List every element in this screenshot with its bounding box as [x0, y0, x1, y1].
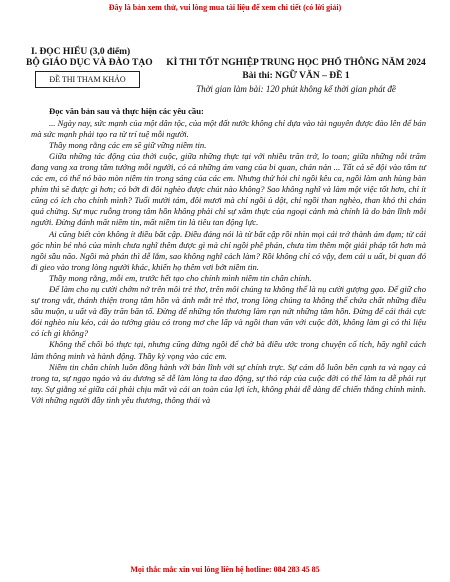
exam-subject: Bài thi: NGỮ VĂN – ĐỀ 1 — [242, 71, 350, 81]
reading-passage — [31, 106, 426, 406]
exam-title: KÌ THI TỐT NGHIỆP TRUNG HỌC PHỔ THÔNG NĂM 2024 — [166, 58, 426, 68]
passage-paragraph: Thầy mong rằng, mỗi em, trước hết tạo cho chính mình niềm tin chân chính. — [49, 272, 312, 283]
section-heading: I. ĐỌC HIỂU (3,0 điểm) — [31, 47, 131, 57]
passage-paragraph: Không thể chối bỏ thực tại, nhưng cũng đừng ngồi để chờ bà điều ước trong chuyện cổ tích, hãy nghĩ cách làm thông minh và hành động. Thầy kỳ vọng vào các em. — [31, 339, 426, 361]
passage-paragraph: Niềm tin chân chính luôn đồng hành với bản lĩnh với sự chính trực. Sự cám dỗ luôn bên cạnh ta và ngay cả trong ta, sự ngạo ngáo và áu dương sẽ dễ làm lòng ta dao động, sự thỏ ráp của cuộc đời có thể làm ta dễ phải rụt tay. Sự giằng xé giữa cái phải chịu mất và cái an toàn của lợi ích, không phải dễ dàng để chiến thắng chính mình. Với những người đầy tình yêu thương, thông thái và — [31, 361, 426, 405]
passage-paragraph: Giữa những tác động của thời cuộc, giữa những thực tại với nhiều trăn trở, lo toan; giữa những nỗi trăm đang vang xa trong tâm tưởng mỗi người, có cả những ám vang của bi quan, chán nản ... Tất cả sẽ đội vào tâm tư các em, có thể nó bào mòn niềm tin trong sáng của các em. Nhưng thử hỏi chỉ ngồi kêu ca, ngồi làm anh hùng bàn phím thì sẽ được gì hơn; có bớt đi đôi nghèo được chút nào không? Sao không nghĩ và làm một việc tốt hơn, chỉ ít cũng có ích cho chính mình? Tuổi mười tám, đôi mươi mà chỉ ngồi ủ dột, chỉ ngồi than nghèo, than khó thì chán quá chừng. Sự mục ruỗng trong tâm hồn không phải chỉ sự xâm thực của ngoại cảnh mà chính là do bản lĩnh mỗi người. Đừng đánh mất niềm tin, mất niềm tin là tiêu tan động lực. — [31, 150, 426, 228]
passage-paragraph: Ai cũng biết còn không ít điều bất cập. Điều đáng nói là từ bất cập rồi nhìn mọi cái trở thành ám đạm; từ cái góc nhìn bé nhỏ của mình chưa nghĩ thêm được gì mà chỉ ngồi phê phán, chưa tìm thêm một giải pháp tốt hơn mà ngồi sầu não. Ngồi mà phán thì dễ lắm, sao không nghĩ cách làm? Rồi không chỉ có vậy, đem cái u uất, bi quan đó đi gieo vào trong lòng người khác, khiến họ thêm vơi bớt niềm tin. — [31, 228, 426, 272]
passage-paragraph: ... Ngày nay, sức mạnh của một dân tộc, của một đất nước không chỉ dựa vào tài nguyên được đào lên để bán mà sức mạnh phải tạo ra từ trí tuệ mỗi người. — [31, 117, 426, 139]
instruction-text: Đọc văn bản sau và thực hiện các yêu cầu: — [49, 106, 204, 116]
preview-banner: Đây là bản xem thử, vui lòng mua tài liệu để xem chi tiết (có lời giải) — [108, 3, 342, 12]
ministry-name: BỘ GIÁO DỤC VÀ ĐÀO TẠO — [26, 58, 153, 68]
reference-exam-box: ĐỀ THI THAM KHẢO — [35, 71, 140, 88]
passage-paragraph: Để làm cho nụ cười chớm nở trên môi trẻ thơ, trên môi chúng ta không thể là nụ cười gượng gạo. Để giữ cho sự trong vắt, thánh thiện trong tâm hồn và ánh mắt trẻ thơ, trong lòng chúng ta không thể chứa chất những điều sầu muộn, u uất và đầy trăn băn tố. Đừng để những tổn thương làm rạn nứt những tâm hồn. Đừng để cái thái cực đói nghèo níu kéo, cái ảo tưởng giàu có trong mơ che lấp và ngồi than vãn với cuộc đời, không làm gì có thì liệu có ích gì không? — [31, 284, 426, 339]
hotline-banner: Mọi thắc mắc xin vui lòng liên hệ hotline: 084 283 45 85 — [130, 565, 320, 574]
passage-paragraph: Thầy mong rằng các em sẽ giữ vững niềm tin. — [49, 139, 207, 150]
exam-time-note: Thời gian làm bài: 120 phút không kể thời gian phát đề — [196, 84, 396, 94]
